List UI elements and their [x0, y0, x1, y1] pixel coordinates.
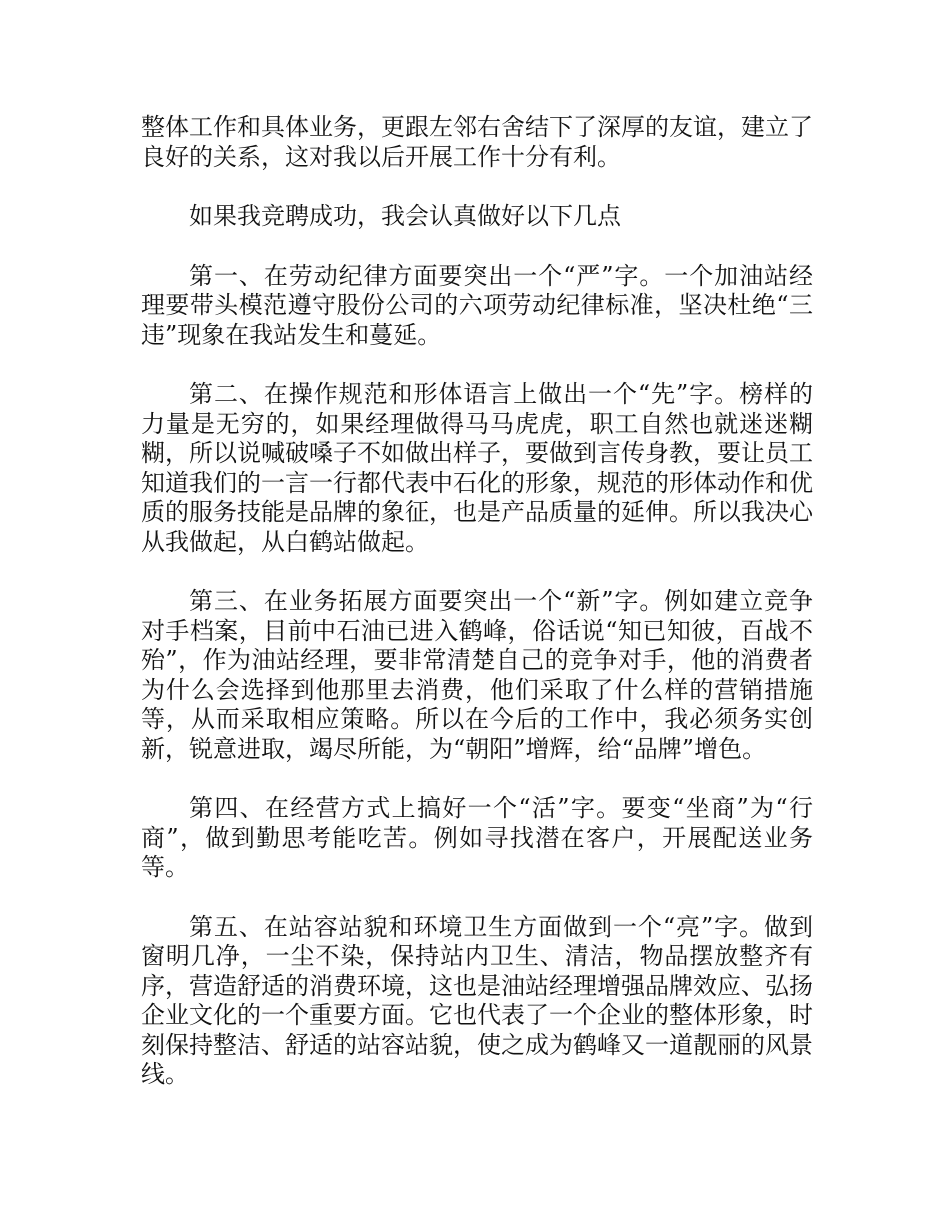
document-body — [141, 113, 813, 1120]
paragraph-point-5: 第五、在站容站貌和环境卫生方面做到一个“亮”字。做到窗明几净，一尘不染，保持站内卫生、清洁，物品摆放整齐有序，营造舒适的消费环境，这也是油站经理增强品牌效应、弘扬企业文化的一个重要方面。它也代表了一个企业的整体形象，时刻保持整洁、舒适的站容站貌，使之成为鹤峰又一道靓丽的风景线。 — [141, 912, 813, 1088]
paragraph-point-2: 第二、在操作规范和形体语言上做出一个“先”字。榜样的力量是无穷的，如果经理做得马马虎虎，职工自然也就迷迷糊糊，所以说喊破嗓子不如做出样子，要做到言传身教，要让员工知道我们的一言一行都代表中石化的形象，规范的形体动作和优质的服务技能是品牌的象征，也是产品质量的延伸。所以我决心从我做起，从白鹤站做起。 — [141, 380, 813, 556]
paragraph-continuation: 整体工作和具体业务，更跟左邻右舍结下了深厚的友谊，建立了良好的关系，这对我以后开展工作十分有利。 — [141, 113, 813, 171]
paragraph-point-4: 第四、在经营方式上搞好一个“活”字。要变“坐商”为“行商”，做到勤思考能吃苦。例如寻找潜在客户，开展配送业务等。 — [141, 794, 813, 881]
paragraph-point-3: 第三、在业务拓展方面要突出一个“新”字。例如建立竞争对手档案，目前中石油已进入鹤峰，俗话说“知已知彼，百战不殆”，作为油站经理，要非常清楚自己的竞争对手，他的消费者为什么会选择到他那里去消费，他们采取了什么样的营销措施等，从而采取相应策略。所以在今后的工作中，我必须务实创新，锐意进取，竭尽所能，为“朝阳”增辉，给“品牌”增色。 — [141, 587, 813, 763]
paragraph-intro: 如果我竞聘成功，我会认真做好以下几点 — [189, 202, 621, 230]
paragraph-point-1: 第一、在劳动纪律方面要突出一个“严”字。一个加油站经理要带头模范遵守股份公司的六项劳动纪律标准，坚决杜绝“三违”现象在我站发生和蔓延。 — [141, 261, 813, 349]
